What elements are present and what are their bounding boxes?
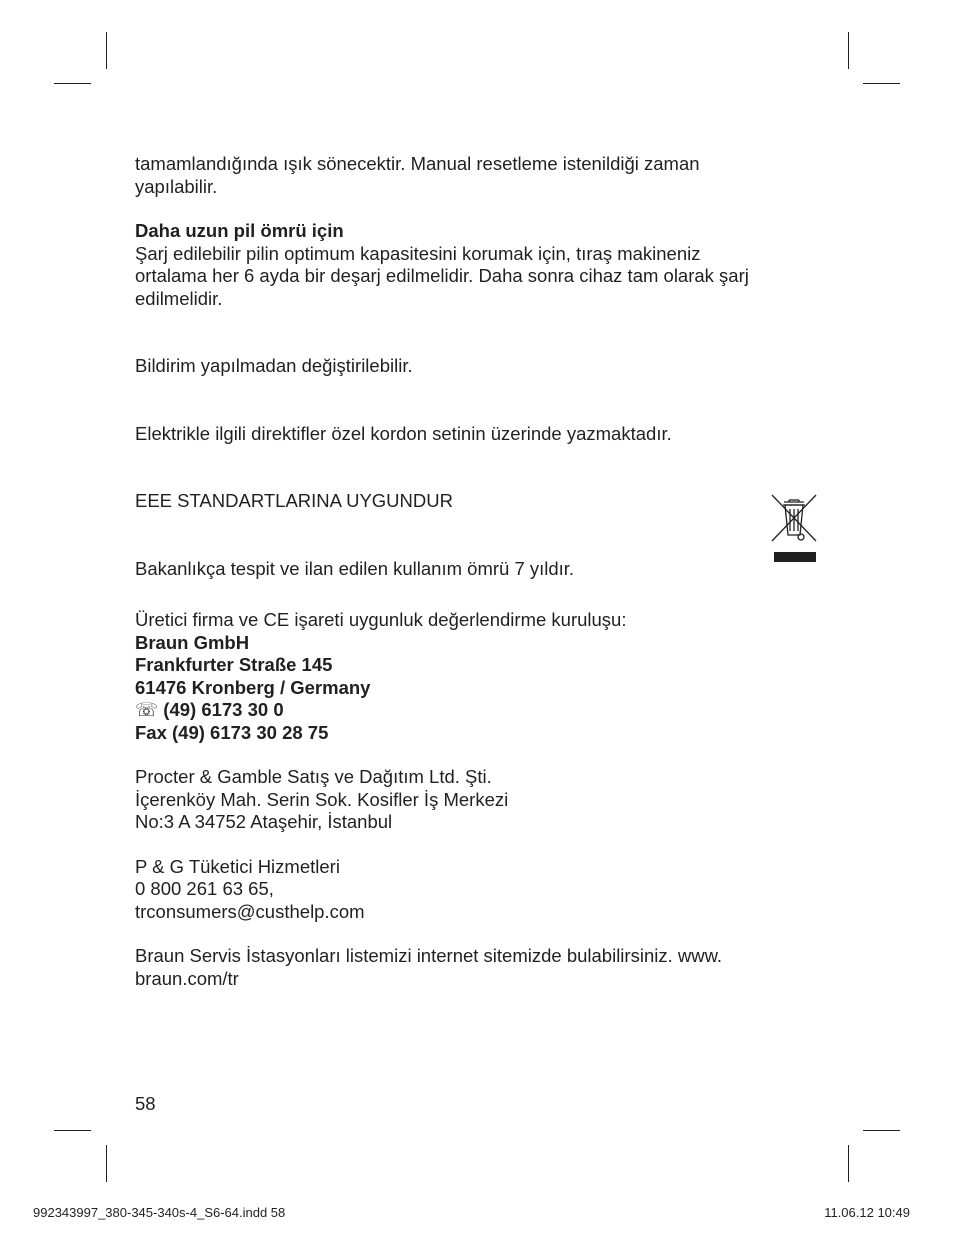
distributor-line-1: Procter & Gamble Satış ve Dağıtım Ltd. Şti. [135,766,492,787]
crop-mark-bottom-left-horizontal [54,1130,91,1131]
eee-text: EEE STANDARTLARINA UYGUNDUR [135,490,453,511]
intro-paragraph [135,153,815,198]
consumer-service-email: trconsumers@custhelp.com [135,900,365,922]
page-number: 58 [135,1093,156,1114]
manufacturer-phone: (49) 6173 30 0 [163,699,284,720]
page-content [135,153,815,990]
manufacturer-street: Frankfurter Straße 145 [135,654,333,675]
footer-file-info: 992343997_380-345-340s-4_S6-64.indd 58 [33,1205,286,1220]
manufacturer-name: Braun GmbH [135,631,250,653]
service-stations-line-2: braun.com/tr [135,967,239,989]
battery-line-1: Şarj edilebilir pilin optimum kapasitesini korumak için, tıraş makineniz [135,242,701,264]
consumer-service-block [135,856,815,924]
crossed-out-wheelie-bin-icon [770,493,818,563]
electrical-text: Elektrikle ilgili direktifler özel kordon setinin üzerinde yazmaktadır. [135,422,672,444]
distributor-line-2: İçerenköy Mah. Serin Sok. Kosifler İş Merkezi [135,788,509,810]
footer-timestamp: 11.06.12 10:49 [824,1205,910,1220]
manufacturer-block [135,609,815,744]
crop-mark-bottom-right-horizontal [863,1130,900,1131]
manufacturer-city: 61476 Kronberg / Germany [135,676,371,698]
crop-mark-top-right-horizontal [863,83,900,84]
distributor-block [135,766,815,834]
consumer-service-phone: 0 800 261 63 65, [135,878,274,899]
intro-line-2: yapılabilir. [135,175,218,197]
intro-line-1: tamamlandığında ışık sönecektir. Manual resetleme istenildiği zaman [135,153,700,174]
crop-mark-top-right-vertical [848,32,849,69]
lifetime-text: Bakanlıkça tespit ve ilan edilen kullanım ömrü 7 yıldır. [135,557,575,579]
crop-mark-bottom-right-vertical [848,1145,849,1182]
battery-line-2: ortalama her 6 ayda bir deşarj edilmelidir. Daha sonra cihaz tam olarak şarj [135,265,749,286]
manufacturer-fax: Fax (49) 6173 30 28 75 [135,721,329,743]
crop-mark-top-left-vertical [106,32,107,69]
consumer-service-line-1: P & G Tüketici Hizmetleri [135,855,340,877]
battery-heading: Daha uzun pil ömrü için [135,220,344,241]
service-stations-block [135,945,815,990]
battery-section [135,220,815,310]
manufacturer-intro: Üretici firma ve CE işareti uygunluk değerlendirme kuruluşu: [135,609,627,630]
service-stations-line-1: Braun Servis İstasyonları listemizi internet sitemizde bulabilirsiniz. www. [135,945,723,966]
notice-text: Bildirim yapılmadan değiştirilebilir. [135,355,413,376]
distributor-line-3: No:3 A 34752 Ataşehir, İstanbul [135,811,393,832]
crop-mark-bottom-left-vertical [106,1145,107,1182]
battery-line-3: edilmelidir. [135,287,223,309]
crop-mark-top-left-horizontal [54,83,91,84]
telephone-icon: ☏ [135,699,159,720]
